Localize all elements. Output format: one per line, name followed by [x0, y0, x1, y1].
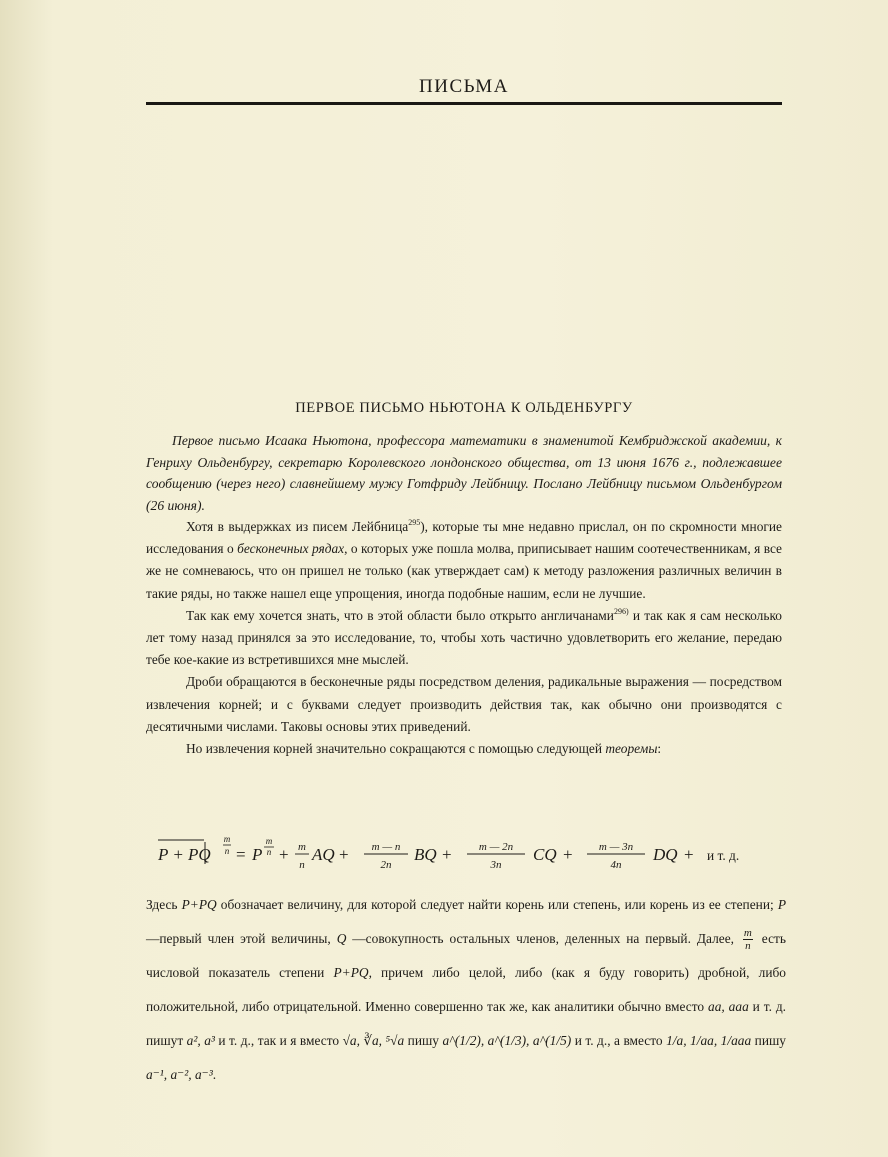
formula-c1-den: n — [299, 859, 305, 871]
explanation-paragraph — [146, 888, 786, 1092]
formula-AQ: AQ — [312, 845, 335, 864]
formula-CQ: CQ — [533, 845, 557, 864]
formula-exp-den: n — [224, 846, 230, 856]
p5-fractional-powers: a^(1/2), a^(1/3), a^(1/5) — [442, 1033, 572, 1048]
formula-exp-num: m — [223, 834, 231, 844]
p1-emphasis: бесконечных рядах — [237, 541, 345, 557]
letter-preamble: Первое письмо Исаака Ньютона, профессора математики в знаменитой Кембриджской академии, к Генриху Ольденбургу, секретарю Королевского лондонского общества, от 13 июня 1676 г., подлежавшее сообщению (через него) славнейшему мужу Готфриду Лейбницу. Послано Лейбницу письмом Ольденбургом (26 июня). — [146, 433, 782, 513]
paragraph-4 — [146, 738, 782, 760]
p5-P: P — [777, 897, 786, 912]
formula-svg — [156, 834, 786, 884]
paragraph-1 — [146, 516, 782, 605]
p5-aa: aa, aaa — [708, 999, 749, 1014]
formula-c3-num: m — 2n — [478, 841, 514, 853]
formula-eq: = — [236, 845, 246, 864]
p5-frac-den: n — [745, 940, 751, 953]
formula-c2-num: m — n — [371, 841, 401, 853]
p5-expr-1: P+PQ — [181, 897, 217, 912]
p5-frac-num: m — [743, 927, 752, 940]
p1-text-a: Хотя в выдержках из писем Лейбница — [186, 519, 409, 534]
running-head: ПИСЬМА — [419, 76, 509, 97]
p5-powers: a², a³ — [186, 1033, 215, 1048]
formula-plus-1: + — [279, 845, 289, 864]
formula-plus-3: + — [442, 845, 452, 864]
formula-c3-den: 3n — [490, 859, 502, 871]
p5-text-j: и т. д., а вместо — [571, 1033, 667, 1048]
paragraph-3: Дроби обращаются в бесконечные ряды посредством деления, радикальные выражения — посредством извлечения корней; и с буквами следует производить действия так, как обычно они производятся с десятичными числами. Таковы основы этих приведений. — [146, 674, 782, 734]
p5-expr-2: P+PQ — [333, 965, 369, 980]
formula-c2-den: 2n — [380, 859, 392, 871]
formula-c1-num: m — [298, 841, 306, 853]
p5-Q: Q — [336, 931, 347, 946]
formula-plus-2: + — [339, 845, 349, 864]
p5-roots: √a, ∛a, ⁵√a — [342, 1033, 405, 1048]
p5-text-l: . — [212, 1067, 217, 1082]
formula-P: P — [252, 845, 263, 864]
paragraph-5 — [146, 888, 786, 1092]
p5-text-b: обозначает величину, для которой следует найти корень или степень, или корень из ее степени; — [216, 897, 778, 912]
formula-etc: и т. д. — [707, 848, 740, 863]
p5-reciprocals: 1/a, 1/aa, 1/aaa — [666, 1033, 752, 1048]
formula-plus-4: + — [563, 845, 573, 864]
p4-emphasis: теоремы — [605, 741, 658, 757]
p5-text-f: , причем либо целой, либо (как я буду говорить) дробной, либо положительной, либо отрицательной. Именно совершенно так же, как аналитики обычно вместо — [146, 965, 786, 1014]
formula-c4-den: 4n — [610, 859, 622, 871]
formula-c4-num: m — 3n — [598, 841, 634, 853]
p4-text-b: : — [657, 741, 662, 757]
formula-plus-5: + — [684, 845, 694, 864]
p5-fraction-m-n — [743, 927, 753, 952]
binomial-theorem-formula — [156, 834, 786, 884]
formula-P-exp-den: n — [266, 847, 272, 857]
p5-text-d: —совокупность остальных членов, деленных на первый. Далее, — [346, 931, 740, 946]
letter-body — [146, 516, 782, 760]
footnote-ref-296: 296) — [613, 606, 629, 616]
p5-text-e: есть числовой показатель степени — [146, 931, 786, 980]
formula-P-exp-num: m — [265, 836, 273, 846]
formula-term-base: P + PQ — [158, 845, 211, 864]
footnote-ref-295: 295 — [408, 518, 421, 527]
p5-text-a: Здесь — [146, 897, 182, 912]
p1-text-c: , о которых уже пошла молва, приписывает нашим соотечественникам, я все же не сомневаюсь, что он пришел не только (как утверждает сам) к методу разложения различных величин в такие ряды, но также нашел еще упрощения, иногда подобные нашим, если не лучшие. — [146, 541, 782, 601]
letter-title: ПЕРВОЕ ПИСЬМО НЬЮТОНА К ОЛЬДЕНБУРГУ — [295, 400, 633, 416]
formula-BQ: BQ — [414, 845, 437, 864]
p5-text-g: и т. д. пишут — [146, 999, 787, 1048]
p2-text-b: и так как я сам несколько лет тому назад принялся за это исследование, то, чтобы хоть частично удовлетворить его желание, передаю тебе кое-какие из встретившихся мне мыслей. — [146, 607, 782, 668]
p5-text-c: —первый член этой величины, — [146, 931, 337, 946]
formula-DQ: DQ — [653, 845, 678, 864]
p5-negative-powers: a⁻¹, a⁻², a⁻³ — [146, 1067, 213, 1082]
header-rule — [146, 102, 782, 105]
p5-text-i: пишу — [404, 1033, 443, 1048]
p5-text-k: пишу — [751, 1033, 786, 1048]
paragraph-2 — [146, 605, 782, 672]
p1-text-b: ), которые ты мне недавно прислал, он по скромности многие исследования о — [146, 519, 782, 557]
p5-text-h: и т. д., так и я вместо — [214, 1033, 343, 1048]
p2-text-a: Так как ему хочется знать, что в этой области было открыто англичанами — [186, 607, 614, 623]
p4-text-a: Но извлечения корней значительно сокращаются с помощью следующей — [186, 741, 606, 757]
